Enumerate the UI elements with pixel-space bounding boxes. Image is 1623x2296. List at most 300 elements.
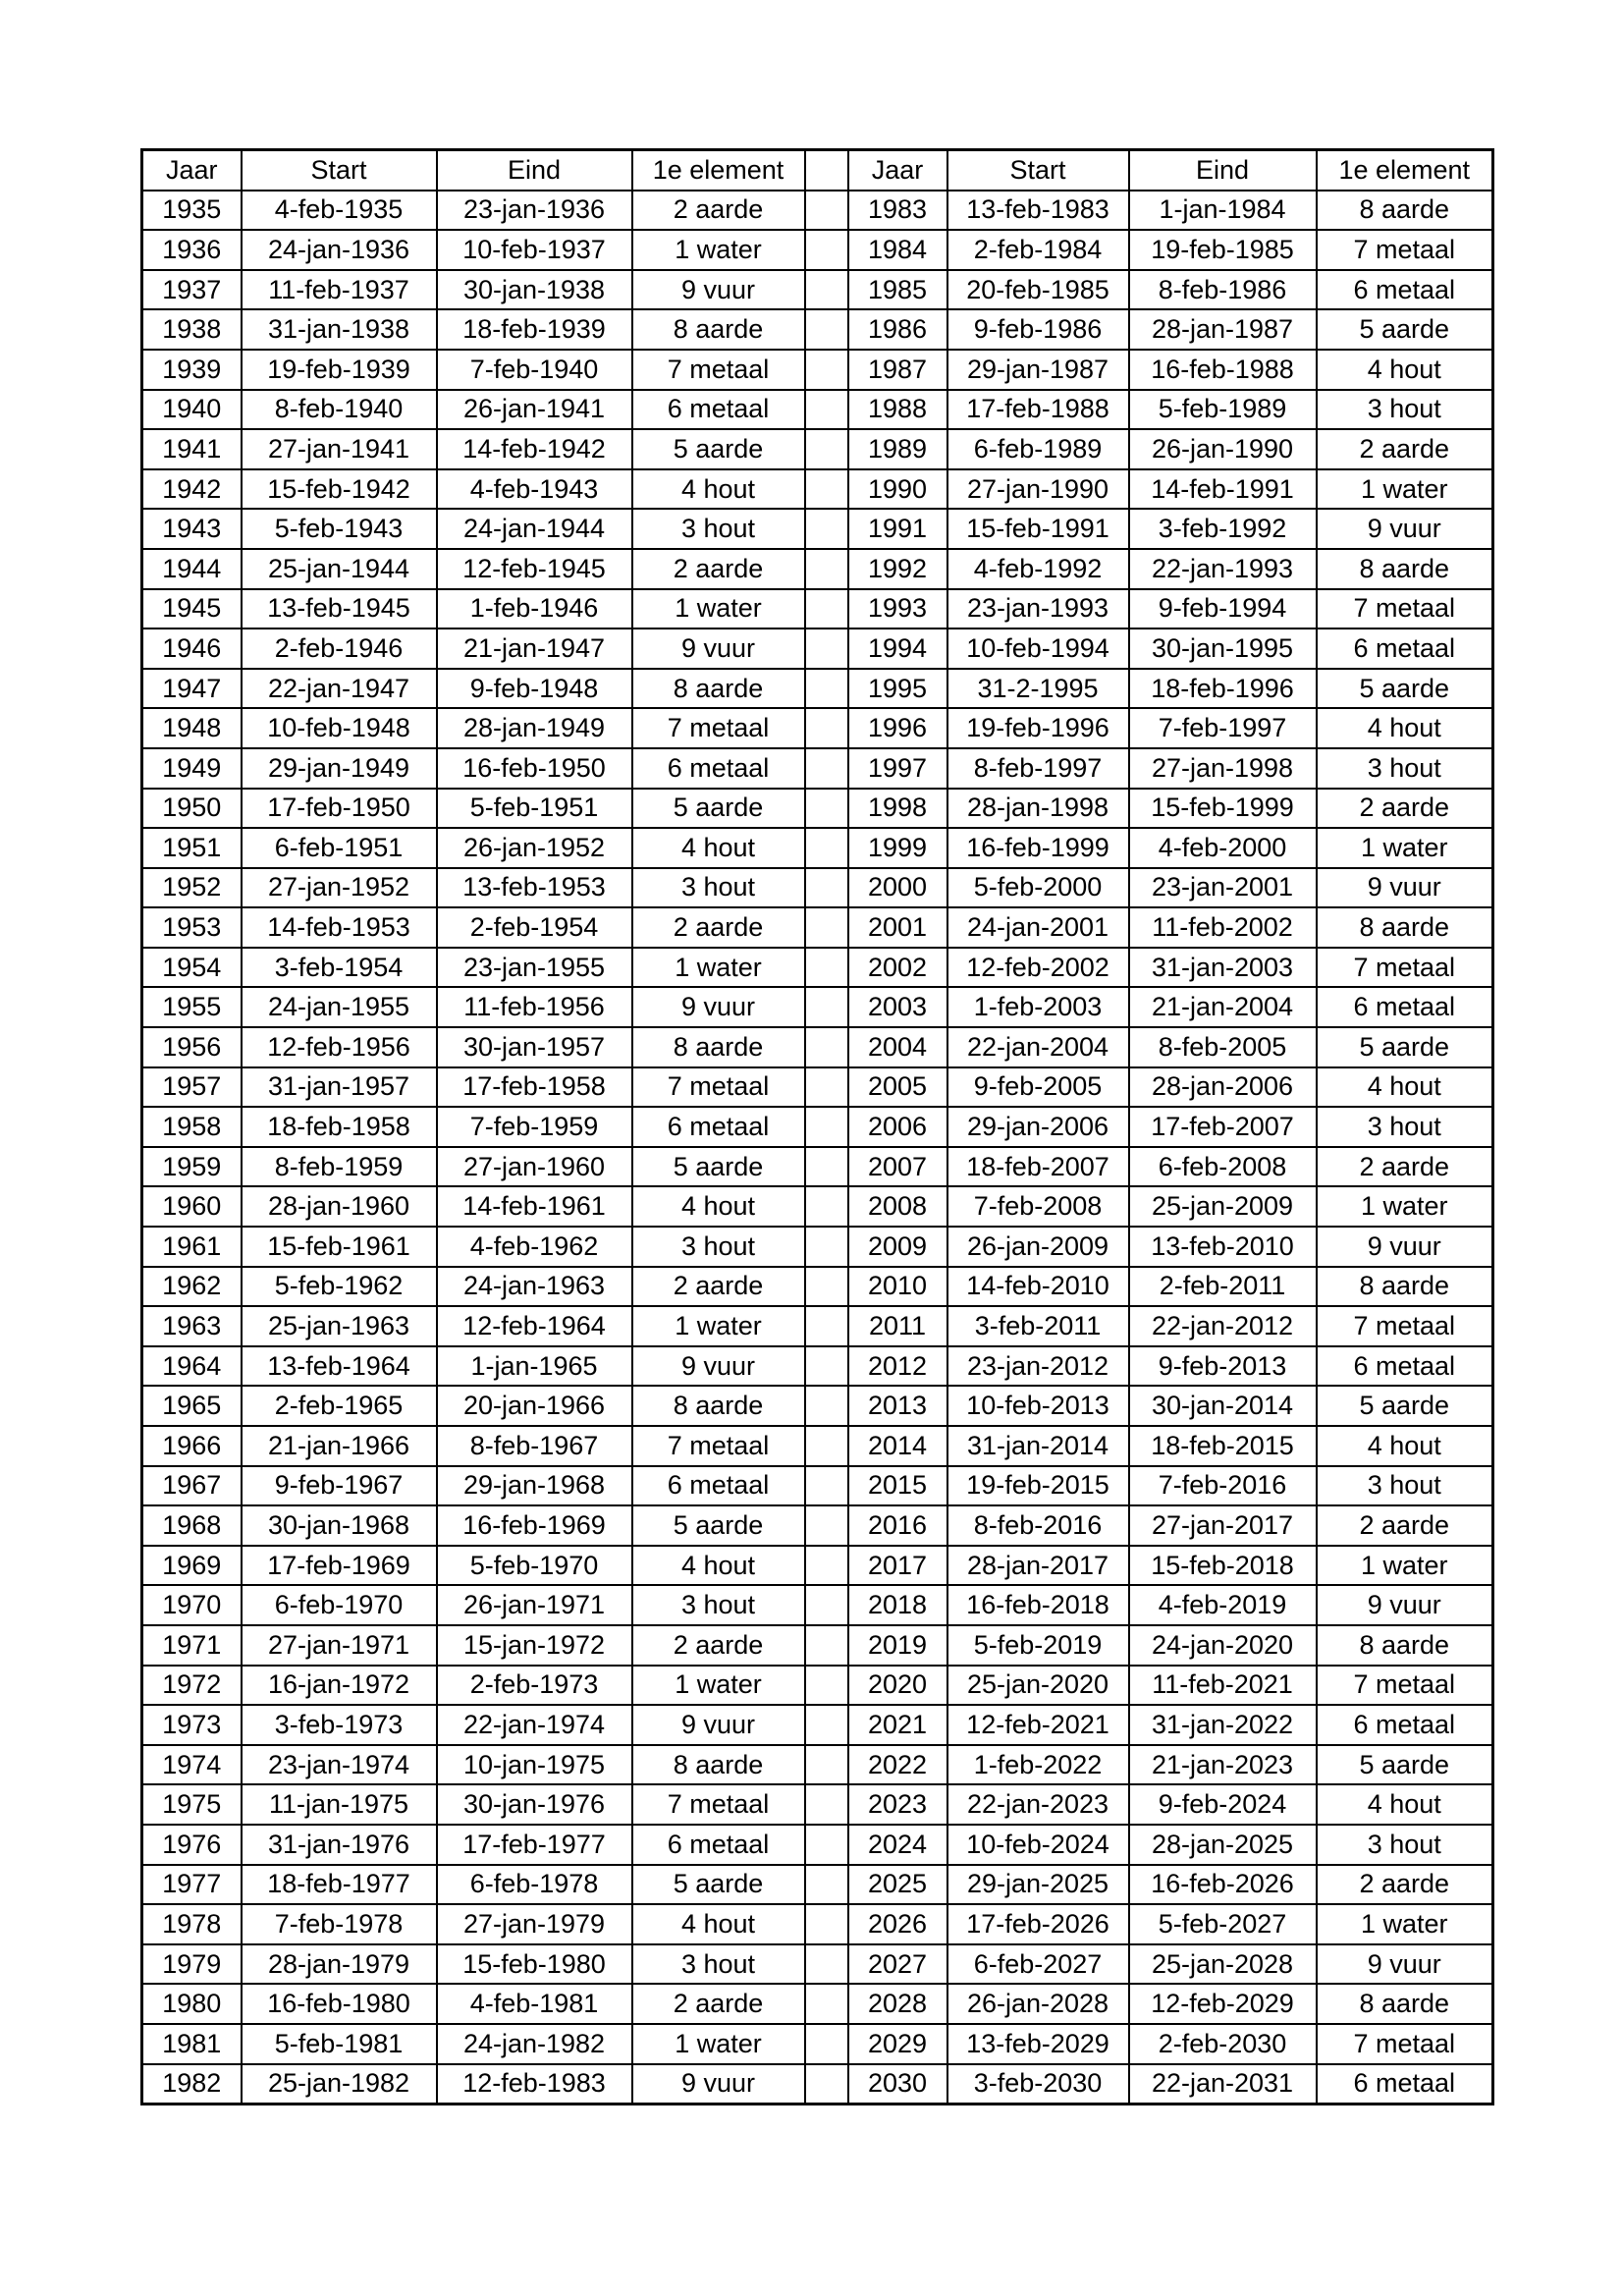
cell-element-left: 5 aarde — [632, 429, 805, 469]
cell-start-right: 14-feb-2010 — [947, 1267, 1129, 1307]
cell-start-right: 26-jan-2009 — [947, 1227, 1129, 1267]
cell-eind-right: 13-feb-2010 — [1129, 1227, 1317, 1267]
cell-element-left: 5 aarde — [632, 1865, 805, 1905]
table-row — [142, 669, 1493, 709]
cell-eind-left: 14-feb-1942 — [437, 429, 632, 469]
cell-eind-left: 20-jan-1966 — [437, 1386, 632, 1426]
cell-start-left: 27-jan-1941 — [242, 429, 437, 469]
cell-spacer — [805, 1546, 848, 1586]
cell-eind-left: 22-jan-1974 — [437, 1705, 632, 1745]
cell-jaar-left: 1936 — [142, 230, 242, 270]
cell-eind-right: 5-feb-1989 — [1129, 390, 1317, 430]
table-row — [142, 1346, 1493, 1387]
cell-jaar-left: 1953 — [142, 907, 242, 948]
table-row — [142, 509, 1493, 549]
cell-eind-left: 24-jan-1944 — [437, 509, 632, 549]
cell-element-left: 2 aarde — [632, 907, 805, 948]
cell-element-right: 5 aarde — [1317, 1027, 1493, 1067]
cell-start-right: 9-feb-1986 — [947, 309, 1129, 350]
cell-eind-left: 17-feb-1958 — [437, 1067, 632, 1108]
cell-element-right: 5 aarde — [1317, 669, 1493, 709]
cell-element-right: 8 aarde — [1317, 191, 1493, 231]
cell-start-right: 24-jan-2001 — [947, 907, 1129, 948]
cell-jaar-left: 1958 — [142, 1107, 242, 1147]
cell-element-right: 2 aarde — [1317, 1505, 1493, 1546]
cell-start-right: 3-feb-2030 — [947, 2064, 1129, 2105]
cell-element-right: 5 aarde — [1317, 1386, 1493, 1426]
cell-element-left: 9 vuur — [632, 2064, 805, 2105]
cell-start-right: 10-feb-2024 — [947, 1825, 1129, 1865]
cell-jaar-right: 1987 — [848, 350, 947, 390]
cell-start-left: 31-jan-1957 — [242, 1067, 437, 1108]
cell-element-right: 3 hout — [1317, 1107, 1493, 1147]
cell-spacer — [805, 1267, 848, 1307]
cell-start-left: 29-jan-1949 — [242, 748, 437, 789]
cell-spacer — [805, 1666, 848, 1706]
cell-element-right: 9 vuur — [1317, 1944, 1493, 1985]
cell-spacer — [805, 1825, 848, 1865]
cell-start-left: 5-feb-1981 — [242, 2024, 437, 2064]
cell-eind-right: 5-feb-2027 — [1129, 1904, 1317, 1944]
cell-start-right: 19-feb-2015 — [947, 1466, 1129, 1506]
cell-element-right: 1 water — [1317, 1546, 1493, 1586]
header-cell-jaar-right: Jaar — [848, 150, 947, 191]
cell-jaar-left: 1938 — [142, 309, 242, 350]
cell-jaar-right: 2012 — [848, 1346, 947, 1387]
cell-spacer — [805, 390, 848, 430]
cell-element-left: 6 metaal — [632, 748, 805, 789]
table-row — [142, 987, 1493, 1027]
cell-spacer — [805, 191, 848, 231]
cell-eind-right: 4-feb-2000 — [1129, 828, 1317, 868]
cell-element-left: 9 vuur — [632, 1346, 805, 1387]
cell-element-right: 1 water — [1317, 828, 1493, 868]
cell-jaar-right: 2007 — [848, 1147, 947, 1187]
cell-eind-left: 26-jan-1971 — [437, 1585, 632, 1625]
cell-start-left: 5-feb-1962 — [242, 1267, 437, 1307]
cell-eind-left: 10-feb-1937 — [437, 230, 632, 270]
cell-start-left: 28-jan-1960 — [242, 1186, 437, 1227]
cell-eind-left: 10-jan-1975 — [437, 1745, 632, 1785]
table-row — [142, 390, 1493, 430]
cell-jaar-right: 1988 — [848, 390, 947, 430]
cell-jaar-left: 1970 — [142, 1585, 242, 1625]
cell-start-right: 22-jan-2004 — [947, 1027, 1129, 1067]
cell-start-right: 17-feb-2026 — [947, 1904, 1129, 1944]
cell-eind-left: 13-feb-1953 — [437, 868, 632, 908]
table-row — [142, 1186, 1493, 1227]
cell-element-right: 2 aarde — [1317, 1865, 1493, 1905]
cell-jaar-right: 1990 — [848, 469, 947, 510]
cell-start-left: 25-jan-1944 — [242, 549, 437, 589]
cell-eind-left: 16-feb-1969 — [437, 1505, 632, 1546]
cell-start-right: 3-feb-2011 — [947, 1306, 1129, 1346]
cell-start-left: 27-jan-1952 — [242, 868, 437, 908]
cell-start-left: 2-feb-1965 — [242, 1386, 437, 1426]
cell-element-right: 5 aarde — [1317, 309, 1493, 350]
cell-eind-right: 18-feb-1996 — [1129, 669, 1317, 709]
cell-eind-left: 30-jan-1957 — [437, 1027, 632, 1067]
cell-jaar-left: 1954 — [142, 948, 242, 988]
cell-element-left: 5 aarde — [632, 1505, 805, 1546]
cell-element-right: 7 metaal — [1317, 1306, 1493, 1346]
cell-start-left: 3-feb-1973 — [242, 1705, 437, 1745]
cell-start-left: 27-jan-1971 — [242, 1625, 437, 1666]
cell-jaar-right: 2030 — [848, 2064, 947, 2105]
cell-element-right: 2 aarde — [1317, 429, 1493, 469]
cell-start-left: 17-feb-1969 — [242, 1546, 437, 1586]
cell-eind-right: 9-feb-2024 — [1129, 1784, 1317, 1825]
cell-jaar-right: 2011 — [848, 1306, 947, 1346]
table-row — [142, 1067, 1493, 1108]
table-row — [142, 1784, 1493, 1825]
cell-eind-left: 16-feb-1950 — [437, 748, 632, 789]
table-row — [142, 1505, 1493, 1546]
cell-element-right: 1 water — [1317, 1186, 1493, 1227]
cell-element-left: 3 hout — [632, 1944, 805, 1985]
cell-start-right: 29-jan-2025 — [947, 1865, 1129, 1905]
cell-start-left: 15-feb-1961 — [242, 1227, 437, 1267]
cell-element-right: 5 aarde — [1317, 1745, 1493, 1785]
table-row — [142, 589, 1493, 629]
cell-element-right: 1 water — [1317, 469, 1493, 510]
cell-spacer — [805, 469, 848, 510]
element-year-table — [140, 148, 1494, 2105]
cell-jaar-left: 1973 — [142, 1705, 242, 1745]
cell-jaar-right: 2013 — [848, 1386, 947, 1426]
cell-eind-right: 27-jan-2017 — [1129, 1505, 1317, 1546]
cell-start-right: 29-jan-2006 — [947, 1107, 1129, 1147]
cell-spacer — [805, 1466, 848, 1506]
cell-eind-left: 30-jan-1938 — [437, 270, 632, 310]
cell-start-left: 9-feb-1967 — [242, 1466, 437, 1506]
cell-start-right: 31-jan-2014 — [947, 1426, 1129, 1466]
cell-eind-right: 12-feb-2029 — [1129, 1984, 1317, 2024]
cell-start-left: 28-jan-1979 — [242, 1944, 437, 1985]
cell-start-right: 31-2-1995 — [947, 669, 1129, 709]
cell-eind-right: 22-jan-2012 — [1129, 1306, 1317, 1346]
table-row — [142, 708, 1493, 748]
cell-spacer — [805, 2024, 848, 2064]
cell-element-left: 9 vuur — [632, 1705, 805, 1745]
cell-jaar-left: 1980 — [142, 1984, 242, 2024]
cell-eind-left: 14-feb-1961 — [437, 1186, 632, 1227]
cell-start-right: 26-jan-2028 — [947, 1984, 1129, 2024]
cell-start-right: 29-jan-1987 — [947, 350, 1129, 390]
cell-jaar-left: 1940 — [142, 390, 242, 430]
cell-spacer — [805, 1745, 848, 1785]
cell-element-left: 6 metaal — [632, 1825, 805, 1865]
cell-start-left: 8-feb-1940 — [242, 390, 437, 430]
cell-start-right: 28-jan-1998 — [947, 789, 1129, 829]
cell-eind-left: 17-feb-1977 — [437, 1825, 632, 1865]
header-cell-eind-right: Eind — [1129, 150, 1317, 191]
cell-element-left: 7 metaal — [632, 1067, 805, 1108]
cell-element-right: 6 metaal — [1317, 270, 1493, 310]
cell-element-left: 1 water — [632, 2024, 805, 2064]
cell-start-left: 16-jan-1972 — [242, 1666, 437, 1706]
cell-jaar-right: 2008 — [848, 1186, 947, 1227]
table-row — [142, 1466, 1493, 1506]
cell-element-right: 6 metaal — [1317, 2064, 1493, 2105]
cell-jaar-left: 1964 — [142, 1346, 242, 1387]
cell-start-left: 3-feb-1954 — [242, 948, 437, 988]
cell-start-left: 18-feb-1977 — [242, 1865, 437, 1905]
cell-jaar-right: 1984 — [848, 230, 947, 270]
cell-start-right: 1-feb-2022 — [947, 1745, 1129, 1785]
cell-start-right: 22-jan-2023 — [947, 1784, 1129, 1825]
cell-jaar-left: 1943 — [142, 509, 242, 549]
cell-jaar-left: 1961 — [142, 1227, 242, 1267]
cell-spacer — [805, 2064, 848, 2105]
cell-start-right: 13-feb-2029 — [947, 2024, 1129, 2064]
cell-spacer — [805, 589, 848, 629]
cell-jaar-right: 1995 — [848, 669, 947, 709]
cell-jaar-right: 2021 — [848, 1705, 947, 1745]
cell-jaar-left: 1979 — [142, 1944, 242, 1985]
cell-jaar-left: 1948 — [142, 708, 242, 748]
header-cell-element-left: 1e element — [632, 150, 805, 191]
cell-eind-right: 24-jan-2020 — [1129, 1625, 1317, 1666]
cell-eind-left: 28-jan-1949 — [437, 708, 632, 748]
cell-eind-left: 30-jan-1976 — [437, 1784, 632, 1825]
cell-element-right: 9 vuur — [1317, 509, 1493, 549]
cell-element-right: 6 metaal — [1317, 629, 1493, 669]
cell-start-right: 16-feb-2018 — [947, 1585, 1129, 1625]
table-body — [142, 150, 1493, 2105]
cell-eind-left: 12-feb-1964 — [437, 1306, 632, 1346]
table-row — [142, 1027, 1493, 1067]
cell-start-left: 19-feb-1939 — [242, 350, 437, 390]
cell-spacer — [805, 1306, 848, 1346]
cell-element-right: 9 vuur — [1317, 868, 1493, 908]
cell-spacer — [805, 1865, 848, 1905]
cell-start-right: 6-feb-2027 — [947, 1944, 1129, 1985]
cell-eind-left: 9-feb-1948 — [437, 669, 632, 709]
cell-element-left: 2 aarde — [632, 1984, 805, 2024]
cell-start-right: 12-feb-2002 — [947, 948, 1129, 988]
cell-element-right: 6 metaal — [1317, 987, 1493, 1027]
cell-spacer — [805, 270, 848, 310]
cell-start-right: 1-feb-2003 — [947, 987, 1129, 1027]
cell-jaar-left: 1942 — [142, 469, 242, 510]
cell-jaar-right: 2020 — [848, 1666, 947, 1706]
cell-element-right: 4 hout — [1317, 1426, 1493, 1466]
cell-eind-right: 22-jan-1993 — [1129, 549, 1317, 589]
cell-start-left: 18-feb-1958 — [242, 1107, 437, 1147]
cell-eind-left: 24-jan-1963 — [437, 1267, 632, 1307]
cell-jaar-right: 2006 — [848, 1107, 947, 1147]
cell-eind-left: 4-feb-1962 — [437, 1227, 632, 1267]
cell-start-left: 11-jan-1975 — [242, 1784, 437, 1825]
cell-jaar-right: 2004 — [848, 1027, 947, 1067]
cell-start-left: 2-feb-1946 — [242, 629, 437, 669]
table-row — [142, 1625, 1493, 1666]
cell-spacer — [805, 948, 848, 988]
cell-element-right: 9 vuur — [1317, 1585, 1493, 1625]
cell-start-right: 20-feb-1985 — [947, 270, 1129, 310]
cell-eind-right: 16-feb-1988 — [1129, 350, 1317, 390]
cell-jaar-left: 1950 — [142, 789, 242, 829]
table-row — [142, 1227, 1493, 1267]
cell-spacer — [805, 549, 848, 589]
cell-element-left: 2 aarde — [632, 549, 805, 589]
cell-element-left: 4 hout — [632, 828, 805, 868]
cell-eind-right: 31-jan-2003 — [1129, 948, 1317, 988]
table-row — [142, 868, 1493, 908]
header-cell-start-right: Start — [947, 150, 1129, 191]
cell-element-left: 7 metaal — [632, 1426, 805, 1466]
cell-eind-right: 16-feb-2026 — [1129, 1865, 1317, 1905]
cell-spacer — [805, 509, 848, 549]
cell-spacer — [805, 1186, 848, 1227]
cell-start-left: 31-jan-1976 — [242, 1825, 437, 1865]
cell-element-right: 3 hout — [1317, 748, 1493, 789]
cell-jaar-right: 2001 — [848, 907, 947, 948]
cell-start-left: 31-jan-1938 — [242, 309, 437, 350]
cell-start-left: 30-jan-1968 — [242, 1505, 437, 1546]
cell-start-left: 7-feb-1978 — [242, 1904, 437, 1944]
cell-start-right: 8-feb-2016 — [947, 1505, 1129, 1546]
cell-eind-left: 23-jan-1955 — [437, 948, 632, 988]
cell-start-right: 23-jan-2012 — [947, 1346, 1129, 1387]
cell-element-right: 6 metaal — [1317, 1705, 1493, 1745]
cell-jaar-right: 1998 — [848, 789, 947, 829]
cell-eind-right: 6-feb-2008 — [1129, 1147, 1317, 1187]
table-row — [142, 2064, 1493, 2105]
table-row — [142, 1147, 1493, 1187]
cell-jaar-left: 1944 — [142, 549, 242, 589]
cell-element-right: 8 aarde — [1317, 907, 1493, 948]
cell-eind-right: 26-jan-1990 — [1129, 429, 1317, 469]
table-row — [142, 1944, 1493, 1985]
cell-eind-left: 7-feb-1940 — [437, 350, 632, 390]
cell-eind-right: 15-feb-2018 — [1129, 1546, 1317, 1586]
cell-eind-right: 7-feb-2016 — [1129, 1466, 1317, 1506]
cell-jaar-right: 2005 — [848, 1067, 947, 1108]
cell-element-left: 3 hout — [632, 868, 805, 908]
cell-eind-left: 4-feb-1981 — [437, 1984, 632, 2024]
cell-element-left: 5 aarde — [632, 789, 805, 829]
cell-jaar-left: 1965 — [142, 1386, 242, 1426]
cell-element-right: 8 aarde — [1317, 1625, 1493, 1666]
cell-jaar-right: 2016 — [848, 1505, 947, 1546]
cell-element-right: 2 aarde — [1317, 1147, 1493, 1187]
cell-eind-left: 2-feb-1954 — [437, 907, 632, 948]
table-row — [142, 1984, 1493, 2024]
cell-start-right: 17-feb-1988 — [947, 390, 1129, 430]
table-row — [142, 1825, 1493, 1865]
cell-jaar-left: 1962 — [142, 1267, 242, 1307]
table-row — [142, 1386, 1493, 1426]
cell-element-right: 7 metaal — [1317, 2024, 1493, 2064]
cell-jaar-right: 2026 — [848, 1904, 947, 1944]
cell-jaar-left: 1939 — [142, 350, 242, 390]
cell-start-left: 6-feb-1970 — [242, 1585, 437, 1625]
table-row — [142, 1745, 1493, 1785]
cell-jaar-left: 1959 — [142, 1147, 242, 1187]
cell-jaar-left: 1945 — [142, 589, 242, 629]
cell-eind-left: 26-jan-1941 — [437, 390, 632, 430]
cell-eind-left: 27-jan-1979 — [437, 1904, 632, 1944]
cell-element-right: 7 metaal — [1317, 589, 1493, 629]
cell-eind-right: 11-feb-2021 — [1129, 1666, 1317, 1706]
cell-eind-left: 18-feb-1939 — [437, 309, 632, 350]
cell-start-right: 23-jan-1993 — [947, 589, 1129, 629]
cell-spacer — [805, 1027, 848, 1067]
cell-start-right: 7-feb-2008 — [947, 1186, 1129, 1227]
cell-spacer — [805, 987, 848, 1027]
cell-eind-right: 30-jan-2014 — [1129, 1386, 1317, 1426]
cell-element-left: 3 hout — [632, 509, 805, 549]
table-row — [142, 469, 1493, 510]
cell-element-right: 3 hout — [1317, 1825, 1493, 1865]
cell-jaar-right: 2000 — [848, 868, 947, 908]
cell-eind-right: 15-feb-1999 — [1129, 789, 1317, 829]
cell-jaar-left: 1982 — [142, 2064, 242, 2105]
table-row — [142, 191, 1493, 231]
cell-jaar-right: 2002 — [848, 948, 947, 988]
cell-eind-left: 5-feb-1970 — [437, 1546, 632, 1586]
cell-eind-right: 25-jan-2028 — [1129, 1944, 1317, 1985]
cell-eind-right: 14-feb-1991 — [1129, 469, 1317, 510]
table-row — [142, 350, 1493, 390]
table-row — [142, 230, 1493, 270]
cell-jaar-right: 1991 — [848, 509, 947, 549]
cell-eind-left: 24-jan-1982 — [437, 2024, 632, 2064]
cell-eind-right: 7-feb-1997 — [1129, 708, 1317, 748]
table-row — [142, 2024, 1493, 2064]
cell-jaar-left: 1977 — [142, 1865, 242, 1905]
cell-start-left: 25-jan-1982 — [242, 2064, 437, 2105]
cell-element-left: 3 hout — [632, 1585, 805, 1625]
cell-start-left: 5-feb-1943 — [242, 509, 437, 549]
cell-jaar-left: 1974 — [142, 1745, 242, 1785]
cell-start-left: 24-jan-1936 — [242, 230, 437, 270]
cell-start-left: 14-feb-1953 — [242, 907, 437, 948]
cell-element-right: 4 hout — [1317, 708, 1493, 748]
cell-jaar-right: 1989 — [848, 429, 947, 469]
cell-eind-right: 21-jan-2023 — [1129, 1745, 1317, 1785]
cell-jaar-right: 2025 — [848, 1865, 947, 1905]
cell-start-left: 16-feb-1980 — [242, 1984, 437, 2024]
cell-jaar-right: 1985 — [848, 270, 947, 310]
cell-element-right: 6 metaal — [1317, 1346, 1493, 1387]
cell-jaar-left: 1971 — [142, 1625, 242, 1666]
cell-jaar-right: 1994 — [848, 629, 947, 669]
cell-element-right: 2 aarde — [1317, 789, 1493, 829]
cell-eind-right: 1-jan-1984 — [1129, 191, 1317, 231]
cell-eind-left: 4-feb-1943 — [437, 469, 632, 510]
cell-start-right: 9-feb-2005 — [947, 1067, 1129, 1108]
table-row — [142, 1904, 1493, 1944]
header-cell-spacer — [805, 150, 848, 191]
cell-jaar-right: 2003 — [848, 987, 947, 1027]
cell-jaar-right: 2014 — [848, 1426, 947, 1466]
cell-eind-right: 21-jan-2004 — [1129, 987, 1317, 1027]
cell-spacer — [805, 1984, 848, 2024]
cell-spacer — [805, 1107, 848, 1147]
cell-start-left: 8-feb-1959 — [242, 1147, 437, 1187]
header-cell-eind-left: Eind — [437, 150, 632, 191]
cell-spacer — [805, 309, 848, 350]
cell-jaar-left: 1978 — [142, 1904, 242, 1944]
cell-element-left: 4 hout — [632, 1904, 805, 1944]
cell-element-left: 5 aarde — [632, 1147, 805, 1187]
cell-spacer — [805, 1346, 848, 1387]
cell-element-left: 8 aarde — [632, 669, 805, 709]
cell-element-right: 4 hout — [1317, 350, 1493, 390]
